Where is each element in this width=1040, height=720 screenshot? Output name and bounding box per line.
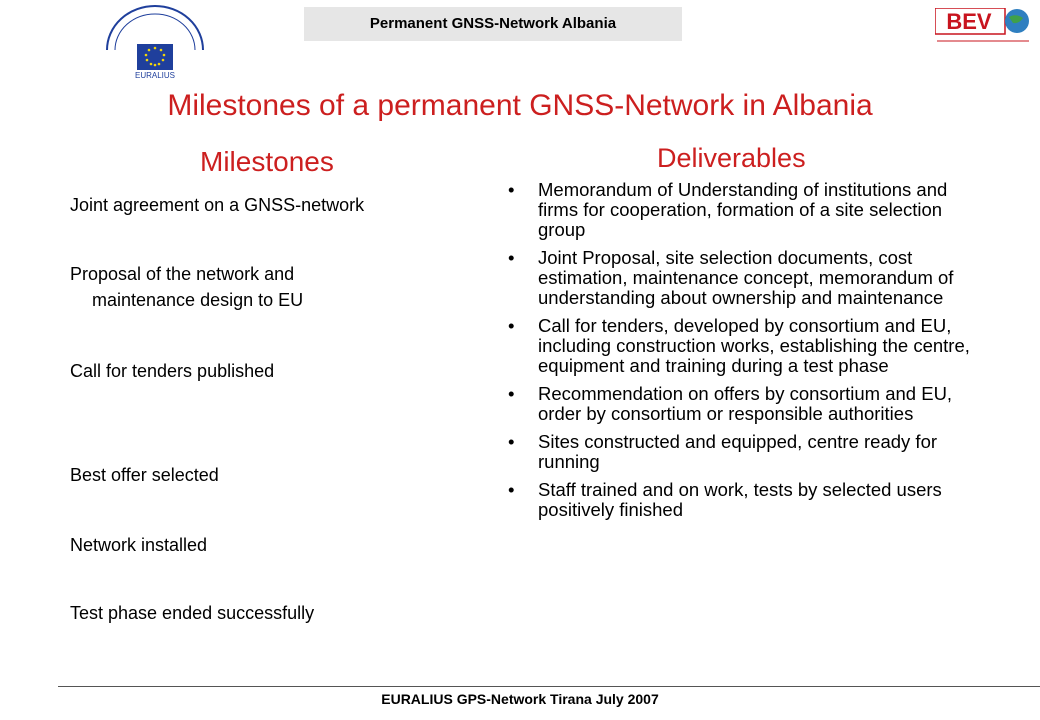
- milestone-item: [70, 532, 207, 558]
- deliverable-item: • Joint Proposal, site selection documents, cost estimation, maintenance concept, memorandum of understanding about ownership and maintenance: [508, 248, 988, 308]
- euralius-logo: [85, 2, 225, 80]
- footer-divider: [58, 686, 1040, 687]
- milestone-text: Network installed: [70, 535, 208, 555]
- milestone-text-continued: maintenance design to EU: [92, 290, 304, 310]
- bev-logo: [935, 8, 1031, 48]
- milestone-text: Call for tenders published: [70, 361, 275, 381]
- header-title: Permanent GNSS-Network Albania: [304, 7, 682, 41]
- milestone-text: Test phase ended successfully: [70, 603, 315, 623]
- milestone-item: [70, 192, 364, 218]
- svg-text:EURALIUS: EURALIUS: [134, 71, 176, 80]
- svg-text:BEV: BEV: [946, 9, 992, 34]
- milestone-item: [70, 261, 303, 313]
- milestone-item: [70, 600, 314, 626]
- slide-title: Milestones of a permanent GNSS-Network in Albania: [167, 89, 873, 122]
- milestone-item: [70, 462, 219, 488]
- deliverables-heading: Deliverables: [657, 143, 806, 173]
- footer-text: EURALIUS GPS-Network Tirana July 2007: [381, 691, 659, 707]
- milestone-text: Proposal of the network and: [70, 264, 295, 284]
- deliverables-list: [508, 180, 988, 528]
- deliverable-item: • Staff trained and on work, tests by selected users positively finished: [508, 480, 988, 520]
- deliverable-item: • Memorandum of Understanding of institutions and firms for cooperation, formation of a site selection group: [508, 180, 988, 240]
- milestone-item: [70, 358, 274, 384]
- milestone-text: Best offer selected: [70, 465, 219, 485]
- milestone-text: Joint agreement on a GNSS-network: [70, 195, 365, 215]
- deliverable-item: • Sites constructed and equipped, centre ready for running: [508, 432, 988, 472]
- deliverable-item: • Recommendation on offers by consortium and EU, order by consortium or responsible authorities: [508, 384, 988, 424]
- deliverable-item: • Call for tenders, developed by consortium and EU, including construction works, establishing the centre, equipment and training during a test phase: [508, 316, 988, 376]
- milestones-heading: Milestones: [200, 146, 334, 177]
